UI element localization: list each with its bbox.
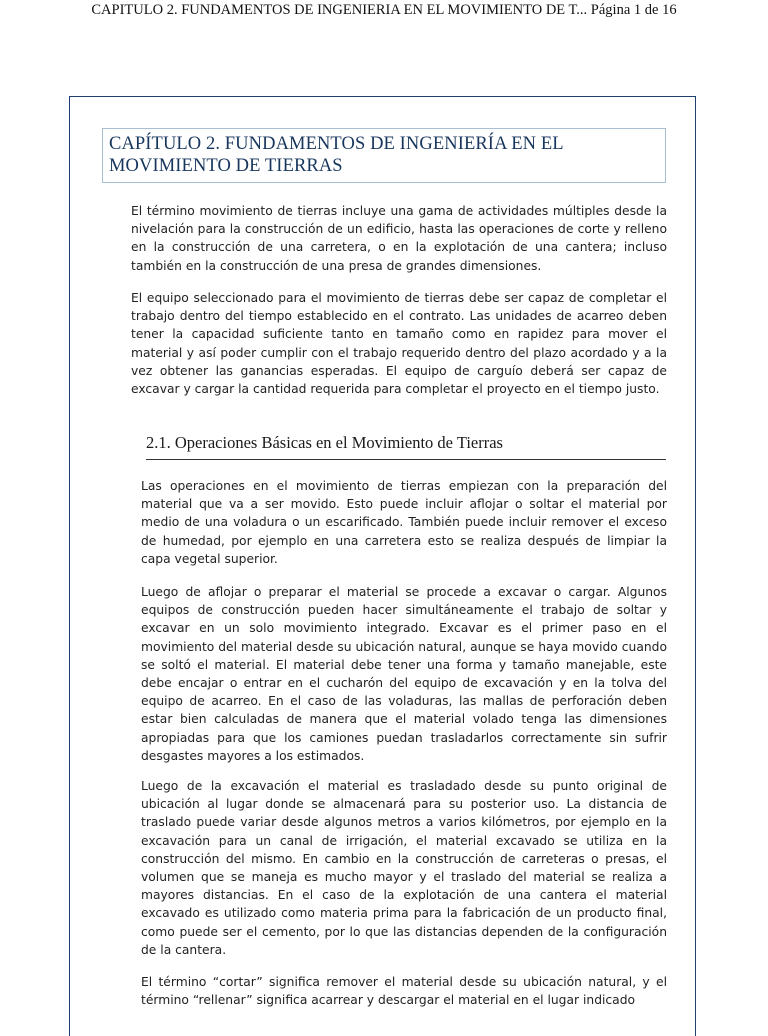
- chapter-title: CAPÍTULO 2. FUNDAMENTOS DE INGENIERÍA EN EL MOVIMIENTO DE TIERRAS: [102, 128, 666, 183]
- intro-paragraph-1: El término movimiento de tierras incluye una gama de actividades múltiples desde la nivelación para la construcción de un edificio, hasta las operaciones de corte y relleno en la construcción de una carretera, o en la explotación de una cantera; incluso también en la construcción de una presa de grandes dimensiones.: [131, 204, 667, 273]
- section-heading: 2.1. Operaciones Básicas en el Movimiento de Tierras: [146, 433, 666, 460]
- section-paragraph-3: Luego de la excavación el material es trasladado desde su punto original de ubicación al lugar donde se almacenará para su posterior uso. La distancia de traslado puede variar desde algunos metros a varios kilómetros, por ejemplo en la excavación para un canal de irrigación, el material excavado se utiliza en la construcción del mismo. En cambio en la construcción de carreteras o presas, el volumen que se maneja es mucho mayor y el traslado del material se realiza a mayores distancias. En el caso de la explotación de una cantera el material excavado es utilizado como materia prima para la fabricación de un producto final, como puede ser el cemento, por lo que las distancias dependen de la configuración de la cantera.: [141, 779, 667, 957]
- section-paragraph-1: Las operaciones en el movimiento de tierras empiezan con la preparación del material que va a ser movido. Esto puede incluir aflojar o soltar el material por medio de una voladura o un escarificado. También puede incluir remover el exceso de humedad, por ejemplo en una carretera esto se realiza después de limpiar la capa vegetal superior.: [141, 479, 667, 566]
- intro-paragraph-2: El equipo seleccionado para el movimiento de tierras debe ser capaz de completar el trabajo dentro del tiempo establecido en el contrato. Las unidades de acarreo deben tener la capacidad suficiente tanto en tamaño como en rapidez para mover el material y así poder cumplir con el trabajo requerido dentro del plazo acordado y a la vez obtener las ganancias esperadas. El equipo de carguío deberá ser capaz de excavar y cargar la cantidad requerida para completar el proyecto en el tiempo justo.: [131, 291, 667, 397]
- section-paragraph-2: Luego de aflojar o preparar el material se procede a excavar o cargar. Algunos equipos de construcción pueden hacer simultáneamente el trabajo de soltar y excavar en un solo movimiento integrado. Excavar es el primer paso en el movimiento del material desde su ubicación natural, aunque se haya movido cuando se soltó el material. El material debe tener una forma y tamaño manejable, este debe encajar o entrar en el cucharón del equipo de excavación y en la tolva del equipo de acarreo. En el caso de las voladuras, las mallas de perforación deben estar bien calculadas de manera que el material volado tenga las dimensiones apropiadas para que los camiones puedan trasladarlos correctamente sin sufrir desgastes mayores a los estimados.: [141, 585, 667, 763]
- document-page: [69, 96, 696, 1036]
- page-running-header: CAPITULO 2. FUNDAMENTOS DE INGENIERIA EN EL MOVIMIENTO DE T... Página 1 de 16: [91, 2, 677, 18]
- section-paragraph-4: El término “cortar” significa remover el material desde su ubicación natural, y el término “rellenar” significa acarrear y descargar el material en el lugar indicado: [141, 975, 667, 1008]
